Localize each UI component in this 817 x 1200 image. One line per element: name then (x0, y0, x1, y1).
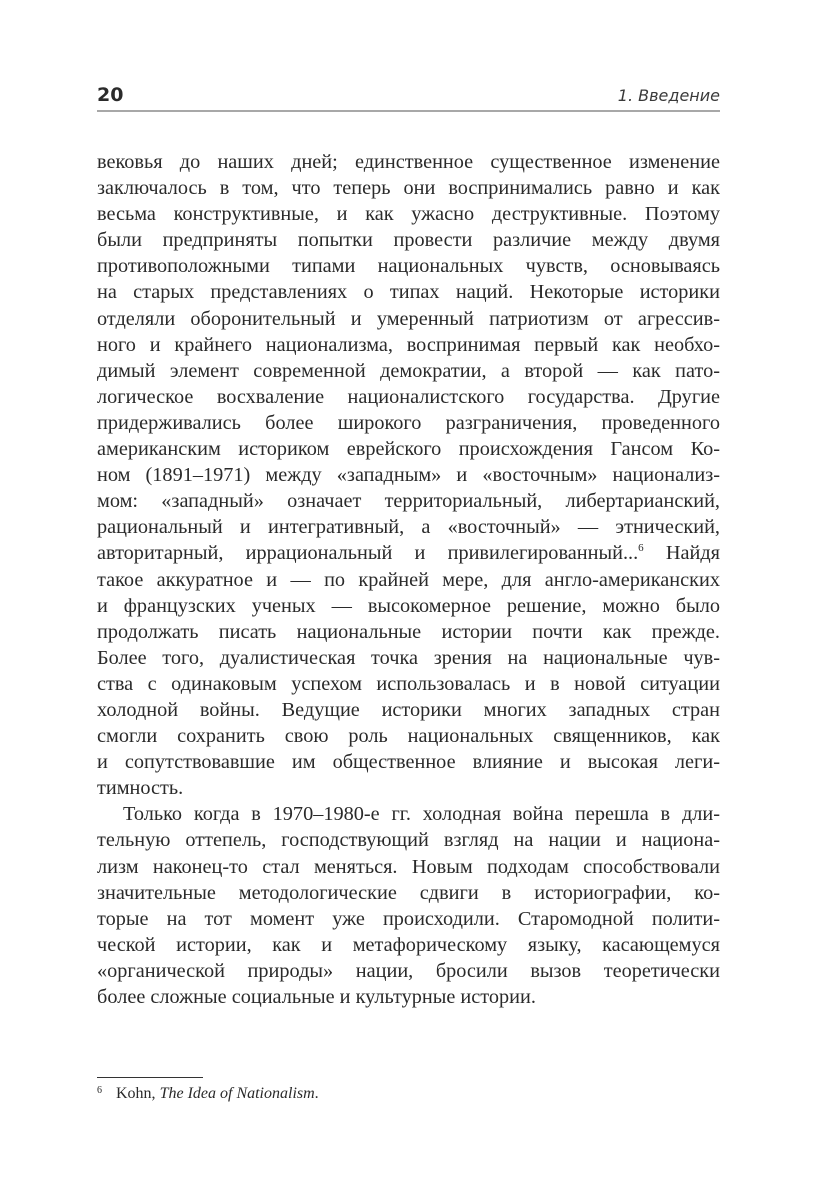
text-line: весьма конструктивные, и как ужасно деструктивные. Поэтому (97, 203, 720, 226)
footnote-reference[interactable]: 6 (638, 542, 644, 555)
text-line: ном (1891–1971) между «западным» и «восточным» национализ- (97, 464, 720, 487)
chapter-title: 1. Введение (617, 86, 720, 105)
text-line: и сопутствовавшие им общественное влияние и высокая леги- (97, 751, 720, 774)
text-line: логическое восхваление националистского государства. Другие (97, 385, 720, 408)
text-line: торые на тот момент уже происходили. Старомодной полити- (97, 907, 720, 930)
text-line: Более того, дуалистическая точка зрения на национальные чув- (97, 646, 720, 669)
text-line: ческой истории, как и метафорическому языку, касающемуся (97, 933, 720, 956)
footnote (97, 1085, 720, 1103)
text-line: такое аккуратное и — по крайней мере, для англо-американских (97, 568, 720, 591)
text-segment: Найдя (643, 542, 720, 565)
text-line: тимность. (97, 777, 184, 800)
page-number: 20 (97, 84, 124, 106)
text-line: более сложные социальные и культурные истории. (97, 986, 536, 1008)
text-line: продолжать писать национальные истории почти как прежде. (97, 620, 720, 643)
text-line: значительные методологические сдвиги в историографии, ко- (97, 881, 720, 904)
text-line: были предприняты попытки провести различие между двумя (97, 229, 720, 252)
text-line: димый элемент современной демократии, а второй — как пато- (97, 359, 720, 382)
text-line: холодной войны. Ведущие историки многих западных стран (97, 698, 720, 721)
footnote-end: . (314, 1085, 319, 1102)
text-line: американским историком еврейского происхождения Гансом Ко- (97, 438, 720, 461)
text-line-with-footnote-ref (97, 540, 720, 566)
text-line: и французских ученых — высокомерное решение, можно было (97, 594, 720, 617)
footnote-number: 6 (97, 1085, 102, 1096)
text-line: смогли сохранить свою роль национальных священников, как (97, 725, 720, 748)
text-line: лизм наконец-то стал меняться. Новым подходам способствовали (97, 855, 720, 878)
text-segment: авторитарный, иррациональный и привилегированный... (97, 542, 639, 565)
text-line: отделяли оборонительный и умеренный патриотизм от агрессив- (97, 307, 720, 330)
paragraph-first-line: Только когда в 1970–1980-е гг. холодная война перешла в дли- (123, 803, 720, 826)
text-line: «органической природы» нации, бросили вызов теоретически (97, 959, 720, 982)
text-line: ного и крайнего национализма, воспринимая первый как необхо- (97, 333, 720, 356)
footnote-title: The Idea of Nationalism (159, 1085, 315, 1102)
text-line: вековья до наших дней; единственное существенное изменение (97, 151, 720, 173)
text-line: противоположными типами национальных чувств, основываясь (97, 255, 720, 278)
text-line: рациональный и интегративный, а «восточный» — этнический, (97, 516, 720, 539)
running-head (97, 82, 720, 112)
body-text (97, 149, 720, 1010)
text-line: тельную оттепель, господствующий взгляд на нации и национа- (97, 829, 720, 852)
text-line: ства с одинаковым успехом использовалась и в новой ситуации (97, 672, 720, 695)
text-line: заключалось в том, что теперь они воспринимались равно и как (97, 177, 720, 200)
text-line: мом: «западный» означает территориальный, либертарианский, (97, 490, 720, 513)
text-line: на старых представлениях о типах наций. Некоторые историки (97, 281, 720, 304)
text-line: придерживались более широкого разграничения, проведенного (97, 411, 720, 434)
footnote-author: Kohn, (116, 1085, 160, 1102)
footnote-separator (97, 1077, 203, 1078)
